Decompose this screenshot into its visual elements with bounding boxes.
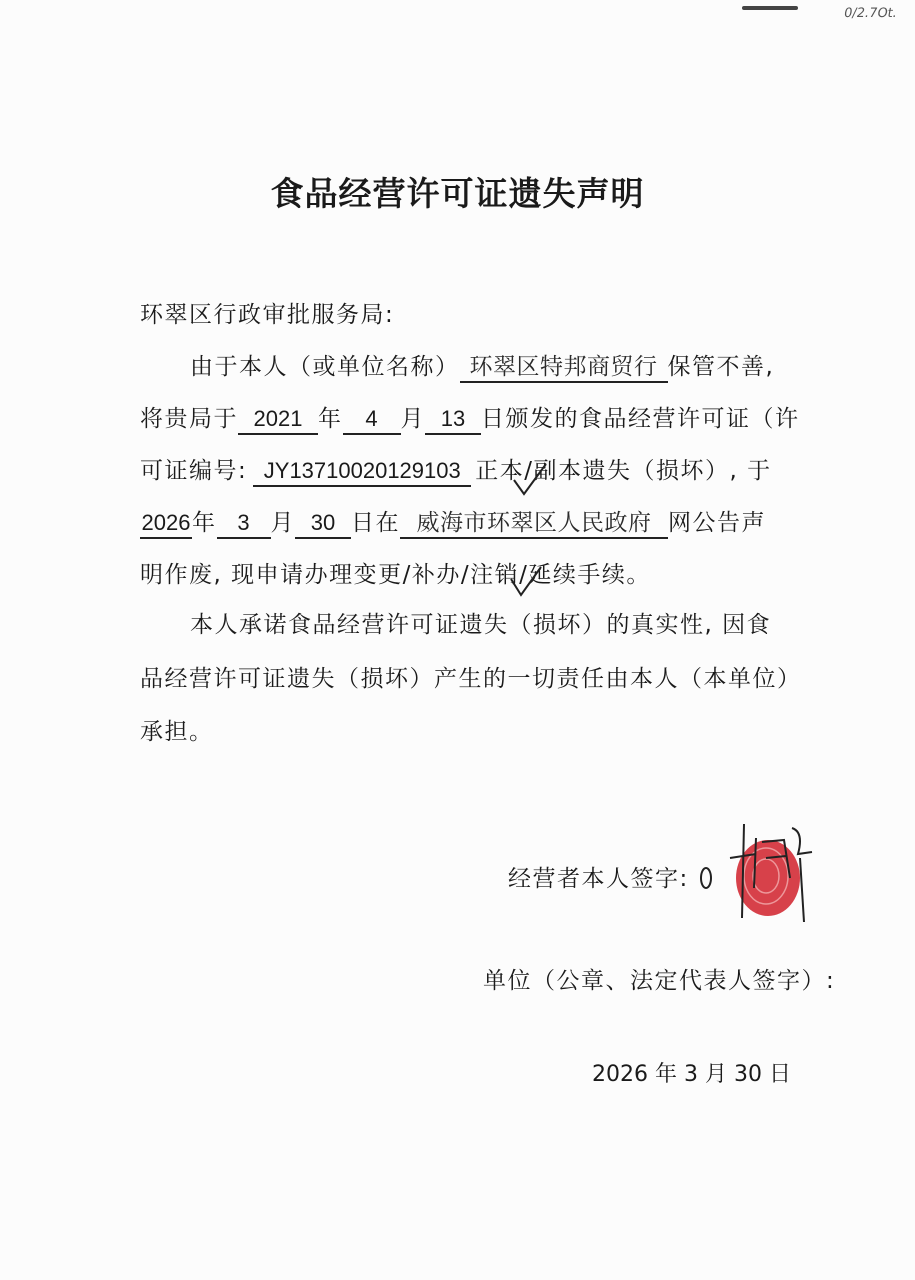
text: 网公告声	[668, 510, 766, 536]
operator-signature-label: 经营者本人签字:	[508, 866, 689, 892]
text: 日在	[351, 510, 400, 536]
para1-line2	[140, 400, 800, 435]
text: 月	[400, 406, 425, 432]
scan-artifact	[742, 6, 798, 10]
corner-handwriting: 0/2.7Ot.	[842, 6, 899, 21]
license-number-field: JY13710020129103	[253, 457, 471, 487]
publish-site-field: 威海市环翠区人民政府	[400, 509, 668, 539]
text: 正本/副本遗失（损坏）, 于	[475, 458, 772, 484]
para1-line4	[140, 504, 766, 539]
text: 可证编号:	[140, 458, 248, 484]
issue-year-field: 2021	[238, 405, 318, 435]
loss-day-field: 30	[295, 509, 351, 539]
addressee: 环翠区行政审批服务局:	[140, 302, 395, 328]
loss-year-field: 2026	[140, 509, 192, 539]
page-title: 食品经营许可证遗失声明	[270, 174, 645, 213]
text: 将贵局于	[140, 406, 238, 432]
text: 保管不善,	[667, 354, 775, 380]
para2-line1: 本人承诺食品经营许可证遗失（损坏）的真实性, 因食	[190, 612, 772, 638]
para1-line5: 明作废, 现申请办理变更/补办/注销/延续手续。	[140, 562, 651, 588]
text: 由于本人（或单位名称）	[190, 354, 460, 380]
para2-line2: 品经营许可证遗失（损坏）产生的一切责任由本人（本单位）	[140, 666, 802, 692]
text: 年	[192, 510, 217, 536]
para2-line3: 承担。	[140, 719, 214, 745]
para1-line3	[140, 452, 772, 487]
handwritten-signature-with-fingerprint	[700, 818, 820, 928]
text: 日颁发的食品经营许可证（许	[481, 406, 800, 432]
text: 年	[318, 406, 343, 432]
para1-line1	[190, 348, 774, 383]
declaration-date: 2026 年 3 月 30 日	[592, 1062, 791, 1087]
text: 月	[270, 510, 295, 536]
issue-month-field: 4	[343, 405, 401, 435]
loss-month-field: 3	[217, 509, 271, 539]
unit-name-field: 环翠区特邦商贸行	[460, 353, 668, 383]
issue-day-field: 13	[425, 405, 481, 435]
unit-signature-label: 单位（公章、法定代表人签字）:	[483, 968, 836, 994]
